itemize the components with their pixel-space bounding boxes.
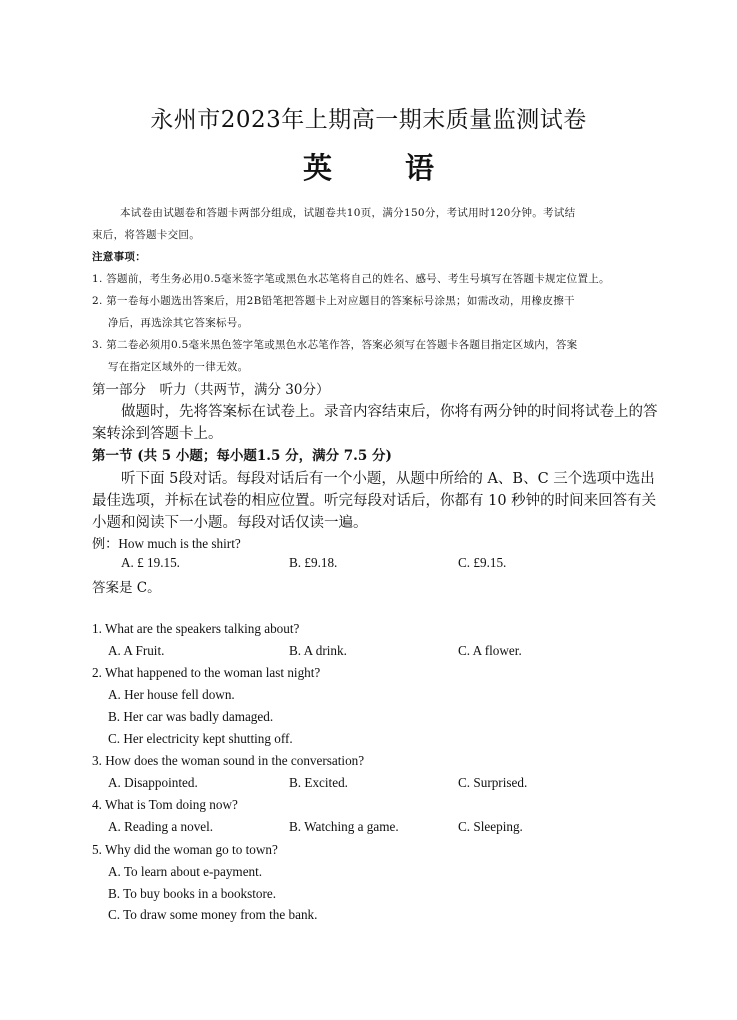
question-5-option-c: C. To draw some money from the bank. bbox=[108, 907, 318, 922]
question-3-option-c: C. Surprised. bbox=[458, 775, 528, 790]
subject-title: 英 语 bbox=[302, 151, 456, 185]
section1-para-line-2: 最佳选项，并标在试卷的相应位置。听完每段对话后，你都有 10 秒钟的时间来回答有关 bbox=[92, 493, 657, 509]
question-1-option-a: A. A Fruit. bbox=[108, 643, 165, 658]
question-1-option-c: C. A flower. bbox=[458, 643, 522, 658]
question-5-option-b: B. To buy books in a bookstore. bbox=[108, 886, 277, 901]
section1-para-line-1: 听下面 5段对话。每段对话后有一个小题，从题中所给的 A、B、C 三个选项中选出 bbox=[121, 471, 655, 487]
intro-line-2: 束后，将答题卡交回。 bbox=[92, 229, 200, 241]
part1-para-line-1: 做题时，先将答案标在试卷上。录音内容结束后，你将有两分钟的时间将试卷上的答 bbox=[121, 404, 658, 420]
note-2-line-2: 净后，再选涂其它答案标号。 bbox=[108, 317, 249, 329]
question-2-option-a: A. Her house fell down. bbox=[108, 687, 235, 702]
section1-para-line-3: 小题和阅读下一小题。每段对话仅读一遍。 bbox=[92, 515, 368, 531]
example-question: 例：How much is the shirt? bbox=[92, 536, 241, 551]
example-option-c: C. £9.15. bbox=[458, 555, 507, 570]
question-3-option-a: A. Disappointed. bbox=[108, 775, 198, 790]
example-answer: 答案是 C。 bbox=[92, 580, 161, 596]
question-2-option-b: B. Her car was badly damaged. bbox=[108, 709, 274, 724]
question-2-option-c: C. Her electricity kept shutting off. bbox=[108, 731, 293, 746]
question-5: 5. Why did the woman go to town? bbox=[92, 842, 278, 857]
question-4-option-c: C. Sleeping. bbox=[458, 819, 523, 834]
intro-line-1: 本试卷由试题卷和答题卡两部分组成，试题卷共10页，满分150分，考试用时120分钟。考试结 bbox=[120, 207, 576, 219]
example-option-a: A. £ 19.15. bbox=[121, 555, 180, 570]
question-1: 1. What are the speakers talking about? bbox=[92, 621, 300, 636]
question-4-option-b: B. Watching a game. bbox=[289, 819, 399, 834]
part1-heading: 第一部分 听力（共两节，满分 30分） bbox=[92, 382, 330, 398]
part1-para-line-2: 案转涂到答题卡上。 bbox=[92, 426, 223, 442]
question-3: 3. How does the woman sound in the conversation? bbox=[92, 753, 365, 768]
notes-heading: 注意事项： bbox=[92, 251, 146, 263]
example-option-b: B. £9.18. bbox=[289, 555, 338, 570]
question-4-option-a: A. Reading a novel. bbox=[108, 819, 214, 834]
section1-heading: 第一节 (共 5 小题；每小题1.5 分，满分 7.5 分) bbox=[92, 448, 392, 464]
question-1-option-b: B. A drink. bbox=[289, 643, 347, 658]
exam-title: 永州市2023年上期高一期末质量监测试卷 bbox=[150, 107, 587, 133]
question-5-option-a: A. To learn about e-payment. bbox=[108, 864, 263, 879]
question-3-option-b: B. Excited. bbox=[289, 775, 348, 790]
note-1: 1. 答题前，考生务必用0.5毫米签字笔或黑色水芯笔将自己的姓名、感号、考生号填写在答题卡规定位置上。 bbox=[92, 273, 610, 285]
note-3-line-1: 3. 第二卷必须用0.5毫米黑色签字笔或黑色水芯笔作答，答案必须写在答题卡各题目指定区域内，答案 bbox=[92, 339, 578, 351]
question-4: 4. What is Tom doing now? bbox=[92, 797, 238, 812]
question-2: 2. What happened to the woman last night? bbox=[92, 665, 321, 680]
note-2-line-1: 2. 第一卷每小题选出答案后，用2B铅笔把答题卡上对应题目的答案标号涂黑；如需改动，用橡皮擦干 bbox=[92, 295, 575, 307]
note-3-line-2: 写在指定区域外的一律无效。 bbox=[108, 361, 249, 373]
